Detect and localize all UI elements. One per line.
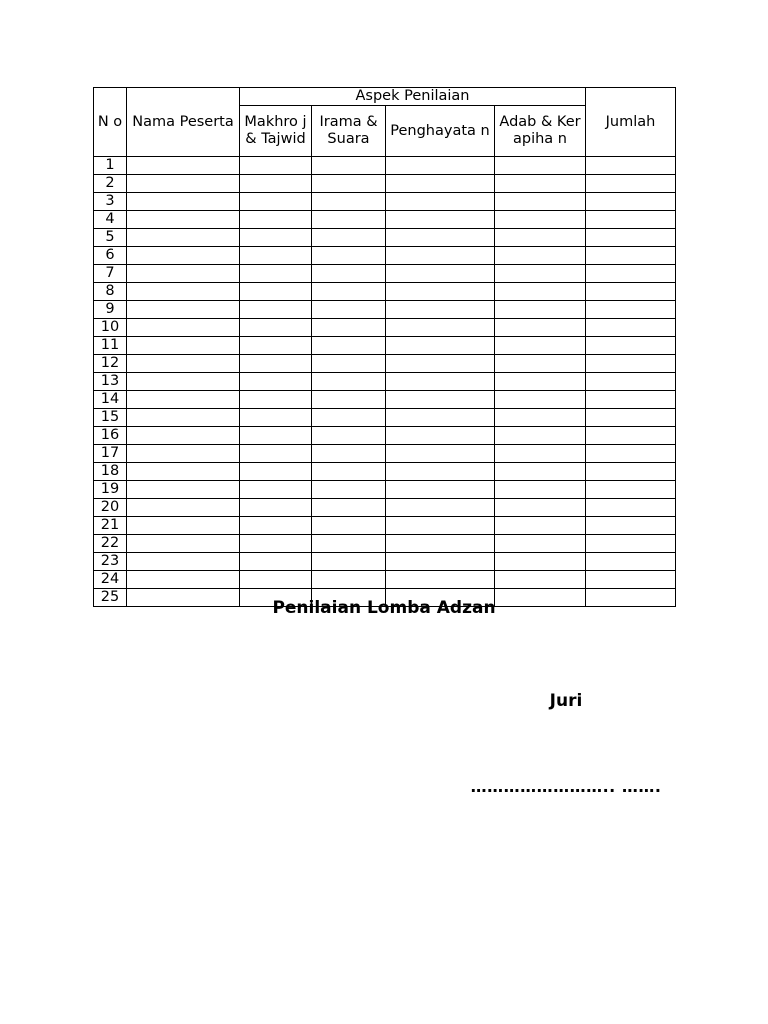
penghayatan-cell <box>386 283 495 301</box>
penghayatan-cell <box>386 211 495 229</box>
irama-suara-cell <box>312 427 386 445</box>
table-row <box>94 265 676 283</box>
nama-peserta-cell <box>127 157 240 175</box>
table-row <box>94 157 676 175</box>
row-number: 19 <box>94 481 127 499</box>
irama-suara-cell <box>312 445 386 463</box>
jumlah-cell <box>586 355 676 373</box>
nama-peserta-cell <box>127 463 240 481</box>
makhroj-tajwid-cell <box>240 553 312 571</box>
irama-suara-cell <box>312 175 386 193</box>
row-number: 13 <box>94 373 127 391</box>
table-row <box>94 481 676 499</box>
makhroj-tajwid-cell <box>240 211 312 229</box>
adab-kerapihan-cell <box>495 157 586 175</box>
penghayatan-cell <box>386 391 495 409</box>
adab-kerapihan-cell <box>495 265 586 283</box>
makhroj-tajwid-cell <box>240 157 312 175</box>
penghayatan-cell <box>386 229 495 247</box>
jumlah-cell <box>586 265 676 283</box>
adab-kerapihan-cell <box>495 301 586 319</box>
jumlah-cell <box>586 553 676 571</box>
nama-peserta-cell <box>127 517 240 535</box>
row-number: 20 <box>94 499 127 517</box>
jumlah-cell <box>586 427 676 445</box>
makhroj-tajwid-cell <box>240 517 312 535</box>
header-irama-suara: Irama & Suara <box>312 106 386 157</box>
nama-peserta-cell <box>127 553 240 571</box>
header-penghayatan: Penghayata n <box>386 106 495 157</box>
row-number: 15 <box>94 409 127 427</box>
makhroj-tajwid-cell <box>240 283 312 301</box>
row-number: 8 <box>94 283 127 301</box>
penghayatan-cell <box>386 301 495 319</box>
penghayatan-cell <box>386 175 495 193</box>
table-row <box>94 409 676 427</box>
nama-peserta-cell <box>127 283 240 301</box>
header-nama-peserta: Nama Peserta <box>127 88 240 157</box>
nama-peserta-cell <box>127 229 240 247</box>
penghayatan-cell <box>386 499 495 517</box>
header-jumlah: Jumlah <box>586 88 676 157</box>
penghayatan-cell <box>386 481 495 499</box>
penghayatan-cell <box>386 445 495 463</box>
adab-kerapihan-cell <box>495 517 586 535</box>
penghayatan-cell <box>386 409 495 427</box>
makhroj-tajwid-cell <box>240 373 312 391</box>
jumlah-cell <box>586 337 676 355</box>
makhroj-tajwid-cell <box>240 571 312 589</box>
adab-kerapihan-cell <box>495 355 586 373</box>
adab-kerapihan-cell <box>495 463 586 481</box>
row-number: 2 <box>94 175 127 193</box>
irama-suara-cell <box>312 373 386 391</box>
adab-kerapihan-cell <box>495 535 586 553</box>
makhroj-tajwid-cell <box>240 355 312 373</box>
irama-suara-cell <box>312 481 386 499</box>
table-row <box>94 427 676 445</box>
adab-kerapihan-cell <box>495 391 586 409</box>
row-number: 25 <box>94 589 127 607</box>
penghayatan-cell <box>386 427 495 445</box>
nama-peserta-cell <box>127 247 240 265</box>
adab-kerapihan-cell <box>495 283 586 301</box>
makhroj-tajwid-cell <box>240 427 312 445</box>
row-number: 3 <box>94 193 127 211</box>
makhroj-tajwid-cell <box>240 535 312 553</box>
nama-peserta-cell <box>127 535 240 553</box>
irama-suara-cell <box>312 301 386 319</box>
jumlah-cell <box>586 445 676 463</box>
table-row <box>94 211 676 229</box>
makhroj-tajwid-cell <box>240 409 312 427</box>
adab-kerapihan-cell <box>495 211 586 229</box>
nama-peserta-cell <box>127 427 240 445</box>
table-body <box>94 157 676 607</box>
nama-peserta-cell <box>127 337 240 355</box>
nama-peserta-cell <box>127 211 240 229</box>
adab-kerapihan-cell <box>495 337 586 355</box>
adab-kerapihan-cell <box>495 193 586 211</box>
jumlah-cell <box>586 247 676 265</box>
table-row <box>94 355 676 373</box>
irama-suara-cell <box>312 535 386 553</box>
nama-peserta-cell <box>127 193 240 211</box>
jumlah-cell <box>586 175 676 193</box>
adab-kerapihan-cell <box>495 373 586 391</box>
table-row <box>94 499 676 517</box>
row-number: 12 <box>94 355 127 373</box>
jumlah-cell <box>586 229 676 247</box>
table-row <box>94 301 676 319</box>
assessment-table <box>93 87 676 607</box>
irama-suara-cell <box>312 499 386 517</box>
irama-suara-cell <box>312 571 386 589</box>
adab-kerapihan-cell <box>495 481 586 499</box>
row-number: 11 <box>94 337 127 355</box>
row-number: 18 <box>94 463 127 481</box>
jumlah-cell <box>586 409 676 427</box>
row-number: 4 <box>94 211 127 229</box>
makhroj-tajwid-cell <box>240 247 312 265</box>
table-row <box>94 517 676 535</box>
makhroj-tajwid-cell <box>240 445 312 463</box>
jumlah-cell <box>586 283 676 301</box>
row-number: 7 <box>94 265 127 283</box>
makhroj-tajwid-cell <box>240 229 312 247</box>
table-row <box>94 391 676 409</box>
penghayatan-cell <box>386 193 495 211</box>
adab-kerapihan-cell <box>495 553 586 571</box>
table-row <box>94 175 676 193</box>
jumlah-cell <box>586 463 676 481</box>
row-number: 17 <box>94 445 127 463</box>
penghayatan-cell <box>386 247 495 265</box>
makhroj-tajwid-cell <box>240 391 312 409</box>
penghayatan-cell <box>386 157 495 175</box>
jumlah-cell <box>586 499 676 517</box>
nama-peserta-cell <box>127 571 240 589</box>
table-row <box>94 247 676 265</box>
irama-suara-cell <box>312 157 386 175</box>
table-row <box>94 193 676 211</box>
penghayatan-cell <box>386 337 495 355</box>
nama-peserta-cell <box>127 355 240 373</box>
nama-peserta-cell <box>127 391 240 409</box>
table-row <box>94 373 676 391</box>
penghayatan-cell <box>386 571 495 589</box>
table-row <box>94 445 676 463</box>
penghayatan-cell <box>386 355 495 373</box>
adab-kerapihan-cell <box>495 427 586 445</box>
nama-peserta-cell <box>127 175 240 193</box>
header-adab-kerapihan: Adab & Kerapiha n <box>495 106 586 157</box>
page-title: Penilaian Lomba Adzan <box>272 598 496 618</box>
irama-suara-cell <box>312 193 386 211</box>
header-no: N o <box>94 88 127 157</box>
makhroj-tajwid-cell <box>240 265 312 283</box>
penghayatan-cell <box>386 265 495 283</box>
penghayatan-cell <box>386 535 495 553</box>
row-number: 10 <box>94 319 127 337</box>
irama-suara-cell <box>312 247 386 265</box>
adab-kerapihan-cell <box>495 319 586 337</box>
header-aspek-penilaian: Aspek Penilaian <box>240 88 586 106</box>
makhroj-tajwid-cell <box>240 193 312 211</box>
header-makhroj-tajwid: Makhro j & Tajwid <box>240 106 312 157</box>
row-number: 24 <box>94 571 127 589</box>
row-number: 14 <box>94 391 127 409</box>
makhroj-tajwid-cell <box>240 337 312 355</box>
makhroj-tajwid-cell <box>240 301 312 319</box>
row-number: 5 <box>94 229 127 247</box>
adab-kerapihan-cell <box>495 445 586 463</box>
makhroj-tajwid-cell <box>240 481 312 499</box>
nama-peserta-cell <box>127 445 240 463</box>
nama-peserta-cell <box>127 319 240 337</box>
irama-suara-cell <box>312 409 386 427</box>
row-number: 21 <box>94 517 127 535</box>
jumlah-cell <box>586 535 676 553</box>
jumlah-cell <box>586 391 676 409</box>
table-row <box>94 337 676 355</box>
penghayatan-cell <box>386 463 495 481</box>
table-row <box>94 553 676 571</box>
irama-suara-cell <box>312 517 386 535</box>
irama-suara-cell <box>312 391 386 409</box>
penghayatan-cell <box>386 319 495 337</box>
irama-suara-cell <box>312 211 386 229</box>
irama-suara-cell <box>312 337 386 355</box>
signature-role: Juri <box>549 691 583 711</box>
adab-kerapihan-cell <box>495 229 586 247</box>
table-row <box>94 229 676 247</box>
penghayatan-cell <box>386 517 495 535</box>
adab-kerapihan-cell <box>495 175 586 193</box>
jumlah-cell <box>586 301 676 319</box>
row-number: 1 <box>94 157 127 175</box>
irama-suara-cell <box>312 355 386 373</box>
adab-kerapihan-cell <box>495 409 586 427</box>
adab-kerapihan-cell <box>495 247 586 265</box>
makhroj-tajwid-cell <box>240 175 312 193</box>
row-number: 9 <box>94 301 127 319</box>
row-number: 6 <box>94 247 127 265</box>
nama-peserta-cell <box>127 481 240 499</box>
irama-suara-cell <box>312 553 386 571</box>
irama-suara-cell <box>312 283 386 301</box>
makhroj-tajwid-cell <box>240 499 312 517</box>
row-number: 16 <box>94 427 127 445</box>
penghayatan-cell <box>386 373 495 391</box>
jumlah-cell <box>586 571 676 589</box>
nama-peserta-cell <box>127 409 240 427</box>
signature-line: …………………….. ……. <box>470 777 662 796</box>
adab-kerapihan-cell <box>495 499 586 517</box>
makhroj-tajwid-cell <box>240 463 312 481</box>
irama-suara-cell <box>312 319 386 337</box>
jumlah-cell <box>586 211 676 229</box>
nama-peserta-cell <box>127 373 240 391</box>
nama-peserta-cell <box>127 301 240 319</box>
nama-peserta-cell <box>127 265 240 283</box>
table-row <box>94 535 676 553</box>
jumlah-cell <box>586 373 676 391</box>
nama-peserta-cell <box>127 499 240 517</box>
penghayatan-cell <box>386 553 495 571</box>
jumlah-cell <box>586 481 676 499</box>
table-row <box>94 571 676 589</box>
irama-suara-cell <box>312 463 386 481</box>
irama-suara-cell <box>312 229 386 247</box>
table-row <box>94 319 676 337</box>
makhroj-tajwid-cell <box>240 319 312 337</box>
row-number: 23 <box>94 553 127 571</box>
jumlah-cell <box>586 517 676 535</box>
irama-suara-cell <box>312 265 386 283</box>
table-row <box>94 283 676 301</box>
jumlah-cell <box>586 193 676 211</box>
jumlah-cell <box>586 157 676 175</box>
jumlah-cell <box>586 319 676 337</box>
row-number: 22 <box>94 535 127 553</box>
adab-kerapihan-cell <box>495 571 586 589</box>
table-row <box>94 463 676 481</box>
